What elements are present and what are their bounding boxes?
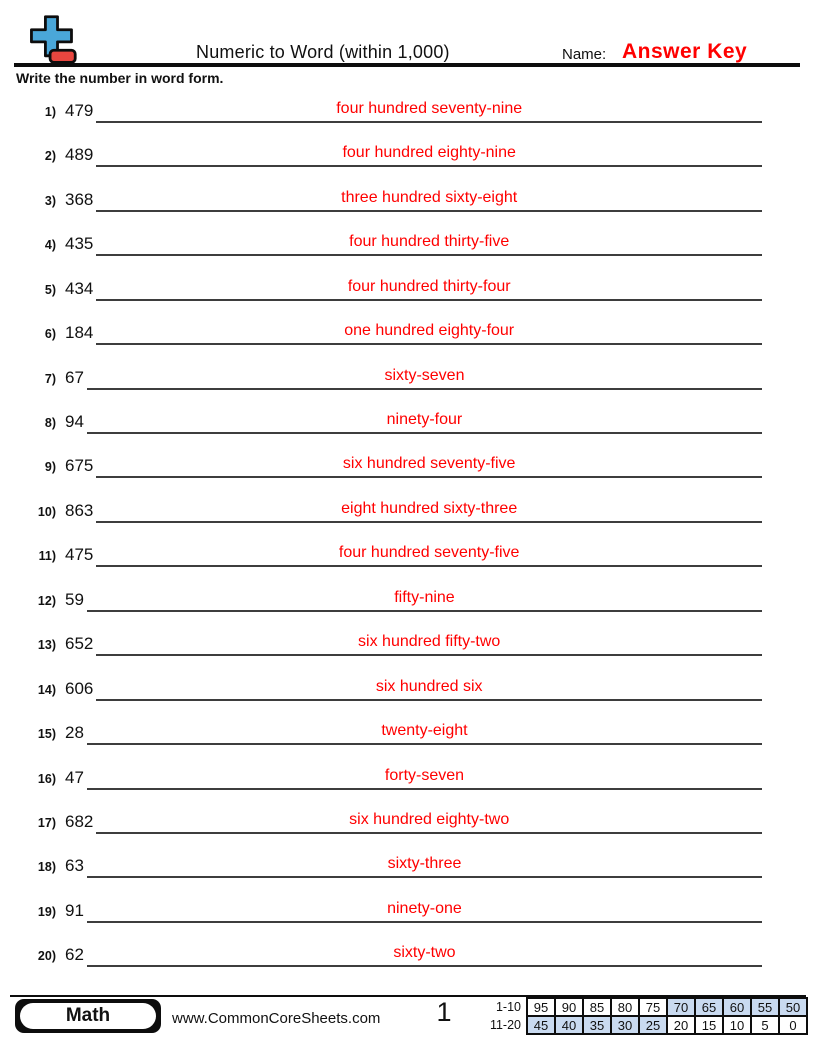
score-cell: 65 <box>695 998 723 1016</box>
problem-number: 13) <box>37 638 56 653</box>
problem-row <box>30 612 762 656</box>
problem-row <box>30 656 762 700</box>
problem-value: 475 <box>65 545 94 565</box>
answer-line <box>96 678 762 701</box>
problem-row <box>30 790 762 834</box>
answer-text: six hundred seventy-five <box>342 455 516 473</box>
header-divider <box>14 63 800 67</box>
score-cell: 55 <box>751 998 779 1016</box>
problem-row <box>30 390 762 434</box>
answer-text: four hundred seventy-five <box>338 544 520 562</box>
problem-number: 20) <box>37 949 56 964</box>
problem-row <box>30 301 762 345</box>
problem-number: 17) <box>37 815 56 830</box>
problem-number: 7) <box>44 371 56 386</box>
problem-row <box>30 701 762 745</box>
problem-row <box>30 434 762 478</box>
problem-row <box>30 478 762 522</box>
problem-row <box>30 878 762 922</box>
problem-row <box>30 256 762 300</box>
answer-text: sixty-two <box>393 944 456 962</box>
problem-value: 479 <box>65 100 94 120</box>
problem-value: 63 <box>65 856 84 876</box>
problem-value: 59 <box>65 589 84 609</box>
answer-text: four hundred thirty-five <box>349 233 510 251</box>
problem-value: 652 <box>65 634 94 654</box>
answer-text: six hundred fifty-two <box>358 633 501 651</box>
answer-text: one hundred eighty-four <box>344 322 515 340</box>
score-cell: 40 <box>555 1016 583 1034</box>
problem-value: 675 <box>65 456 94 476</box>
answer-text: eight hundred sixty-three <box>341 499 518 517</box>
answer-text: six hundred eighty-two <box>349 810 510 828</box>
problem-value: 28 <box>65 723 84 743</box>
grading-table-body <box>489 998 807 1034</box>
problems-list <box>30 79 762 968</box>
answer-text: three hundred sixty-eight <box>341 188 518 206</box>
problem-number: 18) <box>37 860 56 875</box>
answer-line <box>87 944 762 967</box>
problem-row <box>30 79 762 123</box>
problem-row <box>30 123 762 167</box>
answer-text: six hundred six <box>375 677 483 695</box>
problem-value: 94 <box>65 412 84 431</box>
score-cell: 95 <box>527 998 555 1016</box>
answer-line <box>96 811 762 834</box>
answer-line <box>87 411 762 434</box>
problem-number: 4) <box>44 238 56 253</box>
problem-value: 863 <box>65 500 94 520</box>
answer-text: sixty-seven <box>384 366 465 384</box>
problem-row <box>30 212 762 256</box>
problem-value: 489 <box>65 145 94 165</box>
problem-row <box>30 834 762 878</box>
score-cell: 0 <box>779 1016 807 1034</box>
name-label: Name: <box>562 46 607 63</box>
problem-value: 62 <box>65 945 84 965</box>
score-cell: 30 <box>611 1016 639 1034</box>
score-cell: 15 <box>695 1016 723 1034</box>
score-cell: 70 <box>667 998 695 1016</box>
plus-minus-logo-icon <box>24 13 78 67</box>
problem-number: 2) <box>44 149 56 164</box>
score-cell: 90 <box>555 998 583 1016</box>
subject-badge-label: Math <box>20 1003 156 1029</box>
problem-number: 3) <box>44 193 56 208</box>
score-cell: 75 <box>639 998 667 1016</box>
instruction-text: Write the number in word form. <box>16 70 224 86</box>
problem-number: 8) <box>44 416 56 430</box>
website-url: www.CommonCoreSheets.com <box>172 1010 381 1027</box>
problem-value: 67 <box>65 367 84 387</box>
problem-value: 91 <box>65 900 84 920</box>
score-range-label: 11-20 <box>489 1016 527 1034</box>
problem-number: 9) <box>44 460 56 475</box>
answer-line <box>96 544 762 567</box>
score-cell: 10 <box>723 1016 751 1034</box>
problem-value: 606 <box>65 678 94 698</box>
problem-row <box>30 567 762 611</box>
score-range-label: 1-10 <box>489 998 527 1016</box>
answer-text: ninety-one <box>387 899 462 917</box>
problem-value: 47 <box>65 767 84 787</box>
answer-line <box>96 189 762 212</box>
score-cell: 35 <box>583 1016 611 1034</box>
problem-number: 14) <box>37 682 56 697</box>
page-number: 1 <box>436 997 452 1027</box>
answer-key-text: Answer Key <box>622 40 748 63</box>
problem-number: 11) <box>38 549 56 564</box>
answer-line <box>96 322 762 345</box>
answer-line <box>87 367 762 390</box>
score-cell: 60 <box>723 998 751 1016</box>
problem-value: 434 <box>65 278 94 298</box>
answer-line <box>87 722 762 745</box>
grading-table <box>489 997 808 1035</box>
problem-number: 19) <box>37 904 56 919</box>
grading-table-row <box>489 998 807 1016</box>
problem-value: 368 <box>65 189 94 209</box>
worksheet-title: Numeric to Word (within 1,000) <box>196 42 450 62</box>
answer-line <box>96 500 762 523</box>
problem-value: 435 <box>65 234 94 254</box>
answer-line <box>87 767 762 790</box>
problem-number: 1) <box>44 104 56 119</box>
score-cell: 80 <box>611 998 639 1016</box>
answer-line <box>96 455 762 478</box>
problem-number: 10) <box>37 504 56 519</box>
answer-line <box>96 278 762 301</box>
answer-line <box>96 233 762 256</box>
problem-row <box>30 167 762 211</box>
problem-number: 6) <box>44 327 56 342</box>
answer-line <box>96 633 762 656</box>
score-cell: 45 <box>527 1016 555 1034</box>
problem-row <box>30 745 762 789</box>
answer-line <box>96 144 762 167</box>
answer-line <box>87 900 762 923</box>
score-cell: 50 <box>779 998 807 1016</box>
score-cell: 5 <box>751 1016 779 1034</box>
problem-row <box>30 923 762 967</box>
problem-row <box>30 523 762 567</box>
answer-text: four hundred seventy-nine <box>336 99 523 117</box>
problem-number: 5) <box>44 282 56 297</box>
answer-text: twenty-eight <box>381 722 468 740</box>
grading-table-row <box>489 1016 807 1034</box>
score-cell: 25 <box>639 1016 667 1034</box>
problem-number: 12) <box>37 593 56 608</box>
answer-text: forty-seven <box>384 766 465 784</box>
score-cell: 85 <box>583 998 611 1016</box>
problem-row <box>30 345 762 389</box>
problem-value: 682 <box>65 811 94 831</box>
answer-text: four hundred eighty-nine <box>342 144 516 162</box>
score-cell: 20 <box>667 1016 695 1034</box>
problem-number: 16) <box>37 771 56 786</box>
answer-text: sixty-three <box>387 855 462 873</box>
subject-badge <box>15 999 161 1033</box>
answer-text: ninety-four <box>386 411 463 428</box>
answer-line <box>87 855 762 878</box>
answer-text: four hundred thirty-four <box>347 277 511 295</box>
answer-line <box>87 589 762 612</box>
problem-value: 184 <box>65 323 94 343</box>
problem-number: 15) <box>37 727 56 742</box>
answer-text: fifty-nine <box>394 588 455 606</box>
answer-line <box>96 100 762 123</box>
